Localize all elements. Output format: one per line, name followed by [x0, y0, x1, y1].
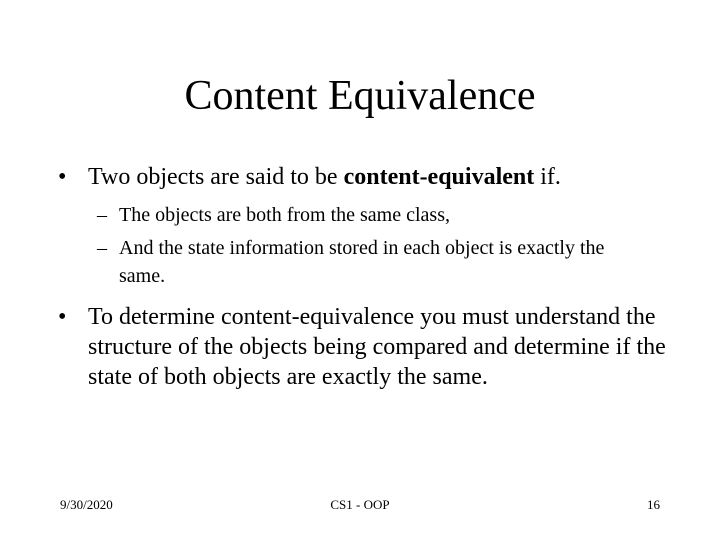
- bullet-item-1: [58, 162, 678, 192]
- bullet-text-2: To determine content-equivalence you must understand the structure of the objects being compared and determine if the state of both objects are exactly the same.: [88, 304, 666, 390]
- bullet-item-2: [58, 302, 678, 392]
- slide-title: Content Equivalence: [184, 73, 536, 119]
- sub-bullet-item-1: [97, 201, 617, 229]
- sub-bullet-marker: –: [97, 237, 107, 259]
- footer-course: CS1 - OOP: [330, 497, 390, 512]
- bullet-marker: •: [58, 304, 67, 330]
- bullet-text-plain: Two objects are said to be: [88, 164, 344, 190]
- footer-date: 9/30/2020: [60, 497, 113, 512]
- bullet-text-bold: content-equivalent: [343, 164, 535, 190]
- sub-bullet-marker: –: [97, 204, 107, 226]
- sub-bullet-text-1: The objects are both from the same class,: [119, 204, 450, 226]
- footer-page-number: 16: [647, 497, 660, 512]
- bullet-text-after: if.: [534, 164, 561, 190]
- sub-bullet-text-2: And the state information stored in each object is exactly the same.: [119, 237, 605, 287]
- sub-bullet-item-2: [97, 234, 617, 290]
- bullet-marker: •: [58, 164, 67, 190]
- bullet-text-1: [58, 162, 678, 192]
